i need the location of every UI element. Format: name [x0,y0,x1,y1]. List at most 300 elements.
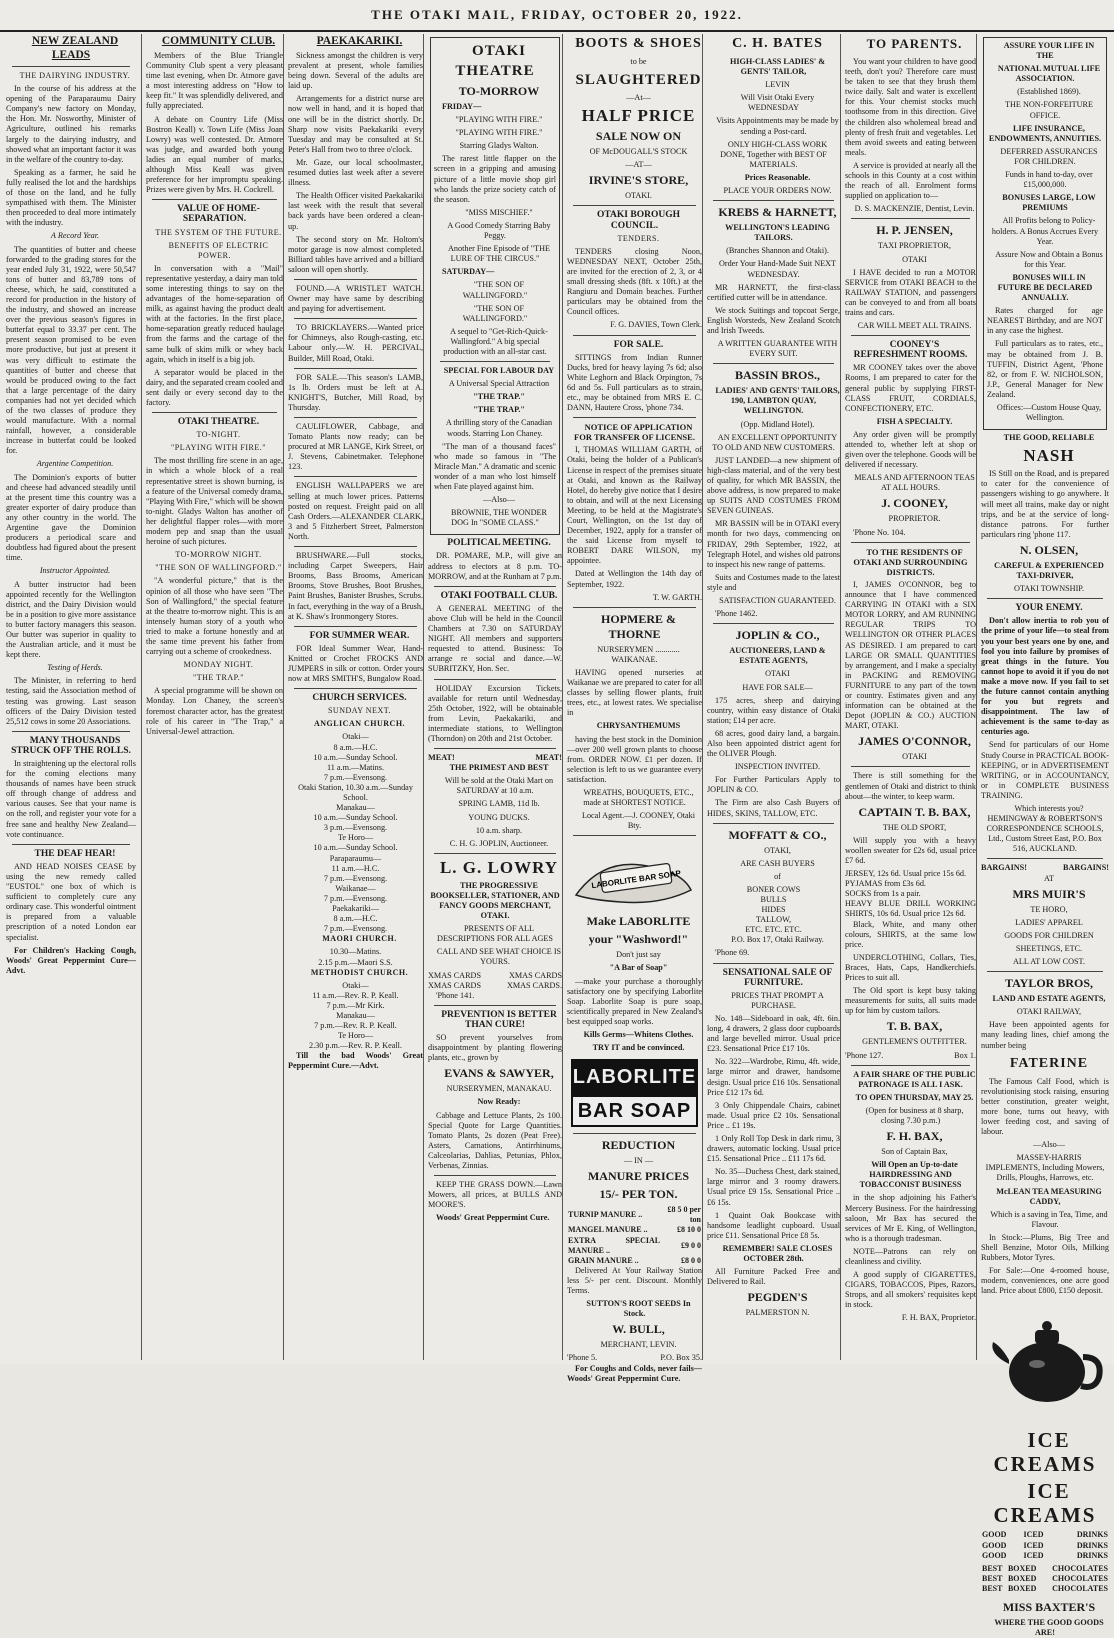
service-line: 11 a.m.—Matins. [326,762,384,772]
taylor-line: Have been appointed agents for many leading lines, chief among the number being [981,1020,1109,1050]
article-paragraph: Members of the Blue Triangle Community Club spent a very pleasant time last evening, when Dr. Atmore gave a most interesting address on "How to keep fit." It was splendidly delivered, and fully appreciated. [146,51,283,111]
classified-ad: BRUSHWARE.—Full stocks, including Carpet Sweepers, Hair Brooms, Bass Brooms, American Brooms, Stove Brushes, Boot Brushes, Paint Brushes, Banister Brushes, Scrubs. In fact, everything in the way of a Brush, at K. Shaw's Ironmongery Stores. [288,551,423,621]
bates-line: Will Visit Otaki Every WEDNESDAY [740,93,815,113]
moffatt-loc: OTAKI, [764,845,791,855]
divider [573,205,696,206]
insurance-line: NATIONAL MUTUAL LIFE ASSOCIATION. [997,64,1101,84]
residents-line: I, JAMES O'CONNOR, beg to announce that I have commenced CARRYING IN OTAKI with a SIX MOTOR LORRY, and AM RUNNING REGULAR TRIPS TO WELLINGTON OR OTHER PLACES AS DESIRED. I am prepared to cart LARGE OR SMALL QUANTITIES by arrangement, and I make a specialty in PACKING and REMOVING FURNITURE to any part of the town or country. Estimates given and any information can be obtained at the Depot (JOPLIN & CO.) AUCTION MART, OTAKI. [845,579,976,731]
irvine-sub: OTAKI. [625,191,652,201]
table-cell: £8 10 0 [677,1225,701,1235]
olsen-sub: CAREFUL & EXPERIENCED TAXI-DRIVER, [994,560,1104,581]
classified-ad: Delivered At Your Railway Station less 5/- per cent. Discount. Monthly Terms. [567,1265,702,1296]
muir-sub: TE HORO, [1030,904,1068,914]
manure-row [567,1256,702,1266]
subheading: "THE TRAP." [193,673,244,683]
at-line: —AT— [625,160,652,170]
bax-item: HEAVY BLUE DRILL WORKING SHIRTS, 10s 6d. Usual price 12s 6d. [845,899,976,919]
table-cell: GOOD [982,1530,1007,1540]
moffatt-item: BULLS [760,895,787,904]
lowry-sub: THE PROGRESSIVE BOOKSELLER, STATIONER, AND FANCY GOODS MERCHANT, OTAKI. [430,880,560,921]
classified-ad: Cabbage and Lettuce Plants, 2s 100. Special Quote for Large Quantities. Tomato Plants, 2s dozen (Peat Free). Asters, Carnations, Antirrhinums, Calceolarias, Dahlias, Petunias, Phlox, Verbenas, Zinnias. [428,1110,562,1170]
classified-ad: DR. POMARE, M.P., will give an address to electors at 8 p.m. TO-MORROW, and at the Runham at 7 p.m. [428,551,562,581]
headline-home-separation: VALUE OF HOME-SEPARATION. [177,204,260,225]
fair-open: TO OPEN THURSDAY, MAY 25. [855,1092,974,1102]
wreaths-signature: Local Agent.—J. COONEY, Otaki Bty. [581,811,696,831]
moffatt-item: HIDES [761,905,786,915]
insurance-line: ASSURE YOUR LIFE IN THE [1003,41,1095,61]
service-line: 2.15 p.m.—Maori S.S. [318,957,393,967]
ice-creams-heading: ICE CREAMS [993,1428,1097,1477]
subheading: TO-NIGHT. [196,430,241,440]
classified-ad: A GENERAL MEETING of the above Club will be held in the Council Chambers at 7.30 on SATURDAY NIGHT. All members and supporters requested to attend. Business: To arrange re social and dance.—W. SUBRITZKY, Hon. Sec. [428,603,562,674]
divider [713,363,834,364]
presents-line: PRESENTS OF ALL DESCRIPTIONS FOR ALL AGES [437,924,553,944]
divider [713,200,834,201]
manure-heading: MANURE PRICES [587,1169,689,1184]
table-cell: BEST [982,1583,1003,1593]
service-line: 7 p.m.—Evensong. [323,893,388,903]
jensen-name: H. P. JENSEN, [876,223,953,238]
table-cell: BOXED [1007,1573,1037,1583]
church-services-heading: CHURCH SERVICES. [312,693,407,704]
furniture-item: 1 Quaint Oak Bookcase with handsome leadlight cupboard. Usual price £11. Sensational Price £8 5s. [707,1210,840,1240]
manure-row [567,1225,702,1235]
nash-name: NASH [1023,446,1075,466]
muir-line: LADIES' APPAREL [1015,917,1083,927]
divider [434,748,556,749]
article-paragraph: "A wonderful picture," that is the opinion of all those who have seen "The Son of Wallingford," the special feature at the theatre to-morrow night. This is an intensely human story of a youth who tried to make a fortune honestly and at the same time prevent his father from carrying out a scheme of crookedness. [146,576,283,657]
pegden-sub: PALMERSTON N. [745,1308,810,1318]
divider [294,368,417,369]
fh-signature: F. H. BAX, Proprietor. [901,1313,976,1323]
bax-sub: THE OLD SPORT, [882,822,947,832]
fh-line: A good supply of CIGARETTES, CIGARS, TOBACCOS, Pipes, Razors, Strops, and all smokers' requisites kept in stock. [845,1270,976,1310]
services-list [288,732,423,934]
joplin-line: The Firm are also Cash Buyers of HIDES, SKINS, TALLOW, ETC. [707,798,840,818]
baxter-sub: WHERE THE GOOD GOODS ARE! [994,1618,1104,1638]
subheading: SUNDAY NEXT. [327,706,392,716]
xmas-label: XMAS CARDS. [506,980,562,990]
evans-name: EVANS & SAWYER, [444,1066,554,1081]
service-line: Te Horo— [337,1031,374,1041]
stock-line: In Stock:—Plums, Big Tree and Shell Benzine, Motor Oils, Milking Rubbers, Motor Tyres. [981,1232,1109,1263]
article-paragraph: You want your children to have good teeth, don't you? Therefore care must be taken to see that they brush them twice daily. Salt and water is excellent for this. Your chemist stocks much toothsome from in this direction. Give the children also wholemeal bread and plenty of fresh fruit and vegetables. Let them avoid sweets and eating between meals. [845,57,976,157]
insurance-line: BONUSES WILL IN FUTURE BE DECLARED ANNUALLY. [997,272,1093,303]
column-3 [283,34,423,1360]
muir-line: GOODS FOR CHILDREN [1004,930,1094,940]
ice-creams-heading: ICE CREAMS [993,1479,1097,1528]
soap-bar-label: LABORLITE BAR SOAP [590,869,682,891]
meat-label: MEAT! [428,753,455,763]
classified-ad: CAULIFLOWER, Cabbage, and Tomato Plants now ready; can be procured at MR LANGE, Kirk Street, or J. Stevens, Cabinetmaker. Telephone 123. [288,422,423,472]
insurance-line: (Established 1869). [1017,87,1081,97]
forsale-heading: FOR SALE. [613,339,664,350]
divider [573,417,696,418]
service-line: 10 a.m.—Sunday School. [313,813,398,823]
theatre-title: OTAKI THEATRE [455,43,535,79]
film-extra: BROWNIE, THE WONDER DOG In "SOME CLASS." [451,508,547,528]
section-heading: Argentine Competition. [36,459,114,469]
article-paragraph: A service is provided at nearly all the schools in this County at a cost within the reach of all. Enrolment forms supplied on application to— [845,160,976,201]
sutton-line: SUTTON'S ROOT SEEDS In Stock. [586,1299,691,1319]
lowry-name: L. G. LOWRY [439,857,559,877]
article-paragraph: In the course of his address at the opening of the Paraparaumu Dairy Company's new factory on Monday, the Hon. Mr. Nosworthy, Minister of Agriculture, outlined his remarks largely to the dairying industry, and showed what an important factor it was in the welfare of the country to-day. [6,84,136,164]
divider [851,335,970,336]
hopmere-sub: NURSERYMEN ............ WAIKANAE. [597,644,680,664]
article-paragraph: In conversation with a "Mail" representative yesterday, a dairy man told some interesting things to say on the advantages of the home-separation of milk, as against having the product dealt with at the factories. In the first place, home-separation greatly reduced haulage from the farms and the cartage of the same bulk of skim milk or whey back again, which in itself is a big job. [146,263,283,364]
xmas-row [428,981,562,991]
moffatt-item: TALLOW, [755,915,792,925]
table-cell: BEST [982,1563,1003,1573]
bax-item: JERSEY, 12s 6d. Usual price 15s 6d. [845,869,967,879]
enemy-line: Which interests you? HEMINGWAY & ROBERTSON'S CORRESPONDENCE SCHOOLS, Ltd., Custom Street East, P.O. Box 516, AUCKLAND. [986,804,1104,854]
also-label: —Also— [1033,1140,1065,1150]
bates-loc: LEVIN [765,80,790,90]
jensen-loc: OTAKI [902,254,927,264]
krebs-line: Order Your Hand-Made Suit NEXT WEDNESDAY. [718,259,837,279]
divider [294,279,417,280]
service-line: 2.30 p.m.—Rev. R. P. Keall. [309,1041,402,1051]
bargains-label: BARGAINS! [1063,863,1109,873]
table-cell: £9 0 0 [681,1240,701,1250]
advert-footer: For Children's Hacking Cough, Woods' Great Peppermint Cure—Advt. [6,945,136,975]
service-line: 7 p.m.—Rev. R. P. Keall. [314,1021,397,1031]
divider [434,1005,556,1006]
classified-ad: HOLIDAY Excursion Tickets, available for return until Wednesday, 25th October, 1922, will be obtainable from Levin, Paekakariki, and intermediate stations, to Wellington (Thorndon) on 20th and 21st October. [428,683,562,743]
laborlite-slogan: Make LABORLITE [586,914,691,929]
bax-line: Black, White, and many other colours, SHIRTS, at the same low price. [845,919,976,949]
divider [434,1175,556,1176]
divider [987,598,1103,599]
film-star: Starring Gladys Walton. [459,141,539,151]
meat-line: 10 a.m. sharp. [475,825,523,835]
article-paragraph: Sickness amongst the children is very prevalent at present, whole families being down. Several of the adults are laid up. [288,51,423,91]
meat-line: SPRING LAMB, 11d lb. [458,799,540,809]
faterine-line: The Famous Calf Food, which is revolutionising stock raising, ensuring better constitution, greater weight, more bone, turns out heavy, with lower feeding cost, and saving of labour. [981,1076,1109,1137]
subheading: MONDAY NIGHT. [183,660,254,670]
advert-footer: Till the bad Woods' Great Peppermint Cure.—Advt. [288,1051,423,1071]
bates-sub: HIGH-CLASS LADIES' & GENTS' TAILOR, [729,57,826,77]
soap-copy: Kills Germs—Whitens Clothes. [583,1030,694,1039]
column-7 [840,34,976,1360]
rooms-line: MR COONEY takes over the above Rooms, I am prepared to cater for the general public by supplying FIRST-CLASS FRUIT, CORDIALS, CONFECTIONERY, ETC. [845,363,976,413]
divider [12,731,130,732]
joplin-line: INSPECTION INVITED. [734,762,821,772]
at-line: AT [1043,873,1054,883]
classified-ad: KEEP THE GRASS DOWN.—Lawn Mowers, all prices, at BULLS AND MOORE'S. [428,1180,562,1210]
service-line: Otaki Station, 10.30 a.m.—Sunday School. [298,782,413,802]
service-line: 7 p.m.—Evensong. [323,772,388,782]
parents-heading: TO PARENTS. [866,36,963,51]
krebs-line: MR HARNETT, the first-class certified cutter will be in attendance. [707,282,840,302]
insurance-line: THE NON-FORFEITURE OFFICE. [1004,100,1093,120]
faterine-name: FATERINE [1009,1055,1089,1071]
laborlite-logo: LABORLITE [571,1059,698,1095]
classified-ad: having the best stock in the Dominion—over 200 well grown plants to choose from. ORDER NOW. £1 per dozen. If selection is left to us we guarantee every satisfaction. [567,734,702,784]
bargains-row [981,863,1109,873]
labour-day-sub: A Universal Special Attraction [448,379,550,389]
divider [440,361,550,362]
bull-sub: MERCHANT, LEVIN. [600,1340,677,1350]
divider [294,688,417,689]
masthead [0,0,1114,32]
chocolates-table [981,1564,1109,1594]
half-price-heading: HALF PRICE [581,106,696,126]
film-description: The rarest little flapper on the screen in a gripping and amusing picture of a little movie shop girl who lands the prize society catch of the season. [434,154,556,204]
meat-header [428,753,562,763]
meat-line: YOUNG DUCKS. [468,812,530,822]
manure-price-table [567,1205,702,1266]
subheading: THE SYSTEM OF THE FUTURE. [155,227,282,237]
film-extra: Another Fine Episode of "THE LURE OF THE CIRCUS." [447,244,551,264]
table-cell: GRAIN MANURE .. [568,1255,639,1265]
joplin-line: 175 acres, sheep and dairying country, within easy distance of Otaki station; £14 per acre. [707,695,840,725]
cooney-phone: 'Phone No. 104. [853,527,906,537]
service-line: Paekakariki— [332,904,379,914]
column-6 [702,34,840,1360]
classified-ad: SO prevent yourselves from disappointment by planting flowering plants, etc., grown by [428,1033,562,1063]
divider [434,586,556,587]
sale-sub: OF McDOUGALL'S STOCK [589,147,688,157]
jensen-line: CAR WILL MEET ALL TRAINS. [857,321,972,331]
oconnor-loc: OTAKI [902,752,927,762]
labour-day-heading: SPECIAL FOR LABOUR DAY [443,366,555,376]
enemy-heading: YOUR ENEMY. [1015,603,1083,614]
service-line: Manakau— [336,803,375,813]
call-line: CALL AND SEE WHAT CHOICE IS YOURS. [436,947,562,967]
headline-paekakariki: PAEKAKARIKI. [316,35,403,47]
sale-note: All Furniture Packed Free and Delivered to Rail. [707,1267,840,1287]
insurance-line: All Profits belong to Policy-holders. A Bonus Accrues Every Year. [991,216,1099,246]
meat-title: THE PRIMEST AND BEST [449,763,549,773]
divider [294,546,417,547]
insurance-line: DEFERRED ASSURANCES FOR CHILDREN. [1000,146,1098,166]
bar-soap-logo: BAR SOAP [571,1095,698,1127]
bax2-contact [845,1051,976,1061]
political-heading: POLITICAL MEETING. [447,538,551,549]
fair-line: A FAIR SHARE OF THE PUBLIC PATRONAGE IS ALL I ASK. [853,1069,976,1089]
bates-line: Visits Appointments may be made by sending a Post-card. [716,116,839,136]
mclean-line: Which is a saving in Tea, Time, and Flavour. [990,1209,1108,1229]
column-8 [976,34,1109,1638]
classified-ad: HAVING opened nurseries at Waikanae we are prepared to cater for all classes by selling flower plants, fruit trees, etc., at lowest rates. We specialise in [567,667,702,718]
section-heading: Instructor Appointed. [39,566,111,576]
column-2 [141,34,283,1360]
bassin-name: BASSIN BROS., [734,368,821,383]
subheading: THE DAIRYING INDUSTRY. [19,71,131,80]
taylor-name: TAYLOR BROS, [1004,976,1094,991]
bull-phone: 'Phone 5. [567,1353,598,1363]
bax2-name: T. B. BAX, [886,1019,943,1034]
notice-heading: NOTICE OF APPLICATION FOR TRANSFER OF LICENSE. [574,422,695,443]
divider [152,199,277,200]
advert-footer: For Coughs and Colds, never fails—Woods' Great Peppermint Cure. [567,1363,702,1383]
film-title: "PLAYING WITH FIRE." [455,128,543,138]
reduction-heading: REDUCTION [601,1138,676,1153]
divider [851,1065,970,1066]
bassin-line: Suits and Costumes made to the latest style and [707,572,840,592]
film-description: "The man of a thousand faces" who made so famous in "The Miracle Man." A dramatic and scenic wonder of a man who lost himself when Fate played against him. [434,441,557,491]
muir-line: SHEETINGS, ETC. [1015,943,1083,953]
also-label: —Also— [483,495,515,505]
divider [12,844,130,845]
divider [434,679,556,680]
film-title: "THE SON OF WALLINGFORD." [462,303,528,323]
fish-line: FISH A SPECIALTY. [876,416,953,426]
insurance-ad [983,37,1107,430]
article-paragraph: In straightening up the electoral rolls for the coming elections many thousands of names have been struck off through change of address and various causes. See that your name is on the roll, and register your vote for a free sane and healthy New Zealand—vote continuance. [6,759,136,839]
column-5 [562,34,702,1383]
moffatt-name: MOFFATT & CO., [728,827,827,842]
fh-line: NOTE—Patrons can rely on cleanliness and civility. [845,1246,976,1266]
moffatt-list [707,885,840,935]
bax2-box: Box 1. [954,1050,976,1060]
notice-date: Dated at Wellington the 14th day of September, 1922. [567,569,702,589]
table-cell: ICED [1023,1550,1044,1560]
table-cell: TURNIP MANURE .. [568,1210,643,1220]
table-cell: BOXED [1007,1583,1037,1593]
insurance-line: Offices:—Custom House Quay, Wellington. [996,403,1102,423]
chocolates-row [981,1564,1109,1574]
xmas-label: XMAS CARDS [428,980,482,990]
service-line: 10.30—Matins. [329,947,382,957]
jensen-sub: TAXI PROPRIETOR, [878,241,951,251]
table-cell: CHOCOLATES [1052,1573,1108,1583]
slaughtered-heading: SLAUGHTERED [575,72,702,89]
classified-ad: FOR SALE.—This season's LAMB, 1s lb. Orders must be left at A. KNIGHT'S, Butcher, Mill Road, by Thursday. [288,372,423,412]
tenders-heading: TENDERS. [617,233,660,243]
soap-copy: Don't just say [616,950,661,960]
furniture-item: No. 35—Duchess Chest, dark stained, large mirror and 3 roomy drawers. Usual price £9 15s. Sensational Price .. £6 15s. [707,1167,840,1207]
article-paragraph: Mr. Gaze, our local schoolmaster, resumed duties last week after a severe illness. [288,157,423,188]
table-cell: GOOD [982,1550,1007,1560]
bax-list [845,869,976,919]
film-extra: "MISS MISCHIEF." [465,207,533,217]
meat-label: MEAT! [535,753,562,763]
residents-heading: TO THE RESIDENTS OF OTAKI AND SURROUNDING DISTRICTS. [853,546,968,577]
maori-heading: MAORI CHURCH. [322,934,397,944]
film-extra: A Good Comedy Starring Baby Peggy. [447,220,551,241]
article-paragraph: A special programme will be shown on Monday. Lon Chaney, the screen's foremost character actor, has the greatest role of his career in "The Trap," a Universal-Jewel attraction. [146,686,283,736]
council-heading: OTAKI BOROUGH COUNCIL. [597,210,680,231]
day-label: SATURDAY— [442,267,495,277]
film-description: A thrilling story of the Canadian woods. Starring Lon Chaney. [445,418,553,438]
soap-copy: —make your purchase a thoroughly satisfactory one by specifying Laborlite Soap. Laborlite Soap is pure soap, scientifically prepared in New Zealand's best equipped soap works. [567,976,702,1026]
classified-ad: FOR Ideal Summer Wear, Hand-Knitted or Crochet FROCKS AND JUMPERS in silk or cotton. Order yours now at MRS SMITH'S, Bungalow Road. [288,643,423,684]
meals-line: MEALS AND AFTERNOON TEAS AT ALL HOURS. [854,473,975,493]
tenders-signature: F. G. DAVIES, Town Clerk. [610,320,702,330]
day-label: FRIDAY— [442,102,482,111]
article-paragraph: The Health Officer visited Paekakariki last week with the result that several back yards have been ordered a clean-up. [288,191,423,231]
boots-heading: BOOTS & SHOES [575,36,702,51]
article-paragraph: The Minister, in referring to herd testing, said the Association method of testing was growing. Last season officers of the Dairy Division tested 25,512 cows in some 20 Associations. [6,676,136,726]
divider [573,835,696,836]
insurance-line: Funds in hand to-day, over £15,000,000. [1005,170,1093,190]
joplin-line: For Further Particulars Apply to JOPLIN & CO. [707,775,840,795]
bassin-sub: (Opp. Midland Hotel). [740,419,815,429]
drinks-table [981,1530,1109,1560]
headline-rolls: MANY THOUSANDS STRUCK OFF THE ROLLS. [11,735,131,756]
wreaths-line: WREATHS, BOUQUETS, ETC., made at SHORTEST NOTICE. [583,787,694,808]
bates-line: ONLY HIGH-CLASS WORK DONE, Together with BEST OF MATERIALS. [720,139,828,169]
fair-sub: (Open for business at 8 sharp, closing 7.30 p.m.) [865,1105,964,1125]
bassin-line: MR BASSIN will be in OTAKI every month for two days, commencing on FRIDAY, 29th September, 1922, at Telegraph Hotel, and wishes old patrons to inspect his new range of patterns. [707,519,840,569]
article-paragraph: Arrangements for a district nurse are now well in hand, and it is hoped that one will be in the district shortly. Dr. Sharp now visits Paekakariki every Tuesday and may be consulted at St. Peter's Hall from two to three o'clock. [288,94,423,154]
fh-sub: Son of Captain Bax, [881,1147,948,1157]
divider [294,417,417,418]
mclean-line: McLEAN TEA MEASURING CADDY, [996,1186,1102,1206]
divider [987,858,1103,859]
sale-closes: REMEMBER! SALE CLOSES OCTOBER 28th. [722,1243,833,1263]
soap-illustration [571,840,698,910]
sensational-sub: PRICES THAT PROMPT A PURCHASE. [731,990,824,1010]
cooney-name: J. COONEY, [881,496,948,511]
furniture-list [707,1014,840,1241]
service-line: 7 p.m.—Evensong. [323,873,388,883]
service-line: 8 a.m.—H.C. [333,742,378,752]
bassin-line: JUST LANDED—a new shipment of high-class material, and of the very best of quality, for which MR BASSIN, the above address, is now prepared to make up SUITS AND COSTUMES FROM SEVEN GUINEAS. [707,455,840,516]
joplin-sub: AUCTIONEERS, LAND & ESTATE AGENTS, [729,646,826,666]
theatre-ad [430,37,560,535]
subheading: "THE SON OF WALLINGFORD." [155,563,282,573]
service-line: 10 a.m.—Sunday School. [313,843,398,853]
olsen-loc: OTAKI TOWNSHIP. [1014,584,1084,594]
theatre-tomorrow: TO-MORROW [458,84,540,98]
chocolates-row [981,1574,1109,1584]
bates-line: PLACE YOUR ORDERS NOW. [723,186,832,196]
insurance-line: Full particulars as to rates, etc., may be obtained from J. B. TUFFIN, District Agent, 'Phone 82, or from F. W. NICHOLSON, J.P., General Manager for New Zealand. [987,339,1103,399]
phone-line: 'Phone 141. [436,990,475,1000]
bull-box: P.O. Box 35. [660,1353,702,1363]
taylor-loc: OTAKI RAILWAY, [1016,1007,1082,1017]
furniture-item: 3 Only Chippendale Chairs, cabinet made. Usual price £2 10s. Sensational Price .. £1 19s. [707,1100,840,1130]
krebs-line: We stock Suitings and topcoat Serge, English Worsteds, New Zealand Scotch and Irish Tweeds. [707,305,840,335]
table-cell: £8 5 0 per ton [667,1205,701,1225]
bax-line: The Old sport is kept busy taking measurements for suits, all suits made up for him by custom tailors. [845,986,976,1016]
jensen-line: I HAVE decided to run a MOTOR SERVICE from OTAKI BEACH to the RAILWAY STATION, and passengers can be conveyed to and from all boats trains and cars. [845,267,976,317]
film-title: "THE SON OF WALLINGFORD." [462,280,528,300]
bargains-label: BARGAINS! [981,863,1027,873]
table-cell: DRINKS [1076,1540,1108,1550]
soap-bar-drawing [571,840,696,910]
article-paragraph: The quantities of butter and cheese forwarded to the grading stores for the year ended July 31, 1922, were 50,547 tons of butter and 83,789 tons of cheese, which, he said, constituted a record for production in the history of the industry, and showed an increase over the previous season's figures in butterfat equal to 33.37 per cent. The present season promised to be even more productive, but just at present it was very difficult to estimate the quantities of butter and cheese that would be produced owing to the fact that a large percentage of the dairy companies had not yet decided which of the two classes of produce they would manufacture. With a normal rainfall, however, a considerable increase in butterfat could be looked for. [6,244,136,456]
article-paragraph: A butter instructor had been appointed recently for the Wellington district, and the Dairy Division would be in a position to give more assistance to butter factory managers this season. Our butter was superior in quality to the Australian article, and it must be kept there. [6,579,136,660]
football-heading: OTAKI FOOTBALL CLUB. [440,590,558,601]
drinks-row [981,1530,1109,1540]
bassin-line: AN EXCELLENT OPPORTUNITY TO OLD AND NEW CUSTOMERS. [712,432,838,452]
furniture-item: 1 Only Roll Top Desk in dark rimu, 3 drawers, automatic locking. Usual price £15. Sensational Price .. £11 17s 6d. [707,1133,840,1164]
headline-otaki-theatre: OTAKI THEATRE. [177,417,260,428]
masthead-title: THE OTAKI MAIL, FRIDAY, OCTOBER 20, 1922. [371,7,743,22]
table-cell: CHOCOLATES [1052,1563,1108,1573]
insurance-line: BONUSES LARGE, LOW PREMIUMS [1002,193,1096,213]
divider [851,218,970,219]
moffatt-box: P.O. Box 17, Otaki Railway. [731,935,824,945]
bassin-sub: LADIES' AND GENTS' TAILORS, 190, LAMBTON QUAY, WELLINGTON. [715,386,840,416]
moffatt-item: ETC. ETC. ETC. [745,925,802,935]
column-4 [423,34,562,1360]
divider [294,626,417,627]
divider [573,607,696,608]
krebs-sub: WELLINGTON'S LEADING TAILORS. [725,223,830,243]
joplin-name: JOPLIN & CO., [735,628,820,643]
article-paragraph: Speaking as a farmer, he said he fully realised the lot and the hardships of those on the land, and he fully sympathised with them. The Minister then proceeded to deal more intimately with the industry. [6,167,136,228]
classified-ad: FOUND.—A WRISTLET WATCH. Owner may have same by describing and paying for advertisement. [288,283,423,314]
chocolates-row [981,1584,1109,1594]
bull-contact [567,1353,702,1363]
meat-signature: C. H. G. JOPLIN, Auctioneer. [449,838,549,848]
enemy-line: Send for particulars of our Home Study Course in PRACTICAL BOOK-KEEPING, or in ADVERTISEMENT WRITING, or in ACCOUNTANCY, or in COMPLETE BUSINESS TRAINING. [981,740,1109,800]
